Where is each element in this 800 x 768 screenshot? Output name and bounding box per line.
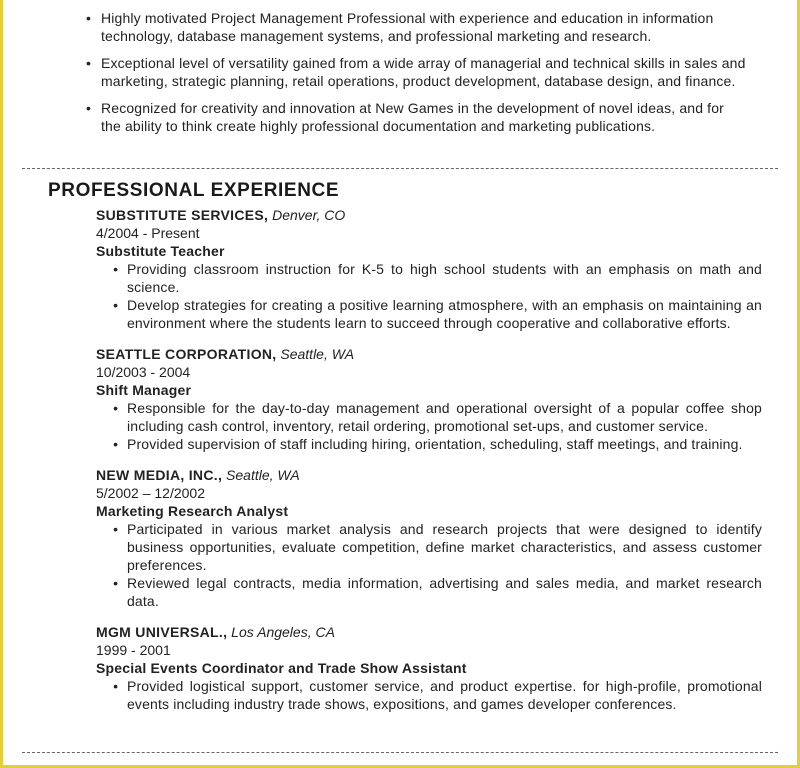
job-title: Substitute Teacher (96, 243, 225, 259)
job-entry (96, 466, 762, 610)
experience-section (96, 206, 762, 726)
bullet-icon: • (113, 575, 118, 591)
company-name: NEW MEDIA, INC., (96, 467, 223, 483)
duty-text: Participated in various market analysis and research projects that were designed to identify business opportunities, evaluate competition, define market characteristics, and assess customer preferences. (127, 521, 762, 573)
company-location: Denver, CO (272, 207, 346, 223)
job-dates: 5/2002 – 12/2002 (96, 485, 205, 501)
summary-bullet-text: Recognized for creativity and innovation at New Games in the development of novel ideas, and for the ability to think create highly professional documentation and marketing publications. (101, 100, 724, 134)
job-title: Marketing Research Analyst (96, 503, 289, 519)
summary-bullet-text: Highly motivated Project Management Professional with experience and education in information technology, database management systems, and professional marketing and research. (101, 10, 714, 44)
summary-bullet-text: Exceptional level of versatility gained from a wide array of managerial and technical skills in sales and marketing, strategic planning, retail operations, product development, database design, and finance. (101, 55, 746, 89)
job-title: Shift Manager (96, 382, 192, 398)
job-entry (96, 345, 762, 453)
bullet-icon: • (113, 678, 118, 694)
company-line (96, 623, 762, 641)
company-line (96, 466, 762, 484)
bullet-icon: • (113, 261, 118, 277)
summary-bullet (86, 9, 746, 45)
bullet-icon: • (86, 100, 91, 116)
duty-text: Provided logistical support, customer service, and product expertise. for high-profile, promotional events including industry trade shows, expositions, and games developer conferences. (127, 678, 762, 712)
job-dates: 4/2004 - Present (96, 225, 200, 241)
duty-item (96, 435, 762, 453)
company-name: SUBSTITUTE SERVICES, (96, 207, 269, 223)
duty-text: Develop strategies for creating a positive learning atmosphere, with an emphasis on maintaining an environment where the students learn to succeed through cooperative and collaborative efforts. (127, 297, 762, 331)
duty-item (96, 574, 762, 610)
bullet-icon: • (86, 55, 91, 71)
bullet-icon: • (86, 10, 91, 26)
section-title-experience: PROFESSIONAL EXPERIENCE (48, 180, 340, 201)
duty-text: Responsible for the day-to-day management and operational oversight of a popular coffee shop including cash control, inventory, retail ordering, promotional set-ups, and customer service. (127, 400, 762, 434)
bullet-icon: • (113, 436, 118, 452)
company-location: Seattle, WA (226, 467, 300, 483)
duty-list (96, 260, 762, 332)
duty-item (96, 520, 762, 574)
section-divider (22, 168, 778, 169)
duty-text: Providing classroom instruction for K-5 to high school students with an emphasis on math and science. (127, 261, 762, 295)
company-line (96, 206, 762, 224)
job-title: Special Events Coordinator and Trade Show Assistant (96, 660, 467, 676)
company-name: SEATTLE CORPORATION, (96, 346, 277, 362)
section-divider (22, 752, 778, 753)
duty-item (96, 399, 762, 435)
company-name: MGM UNIVERSAL., (96, 624, 228, 640)
company-location: Seattle, WA (280, 346, 355, 362)
duty-list (96, 399, 762, 453)
duty-list (96, 677, 762, 713)
bullet-icon: • (113, 400, 118, 416)
duty-item (96, 296, 762, 332)
job-entry (96, 623, 762, 713)
duty-list (96, 520, 762, 610)
duty-text: Reviewed legal contracts, media information, advertising and sales media, and market research data. (127, 575, 762, 609)
summary-section (86, 9, 746, 144)
duty-item (96, 677, 762, 713)
summary-bullet (86, 54, 746, 90)
company-location: Los Angeles, CA (231, 624, 335, 640)
job-dates: 10/2003 - 2004 (96, 364, 191, 380)
duty-item (96, 260, 762, 296)
job-dates: 1999 - 2001 (96, 642, 171, 658)
summary-bullet (86, 99, 746, 135)
bullet-icon: • (113, 521, 118, 537)
bullet-icon: • (113, 297, 118, 313)
company-line (96, 345, 762, 363)
duty-text: Provided supervision of staff including hiring, orientation, scheduling, staff meetings, and training. (127, 436, 743, 452)
job-entry (96, 206, 762, 332)
